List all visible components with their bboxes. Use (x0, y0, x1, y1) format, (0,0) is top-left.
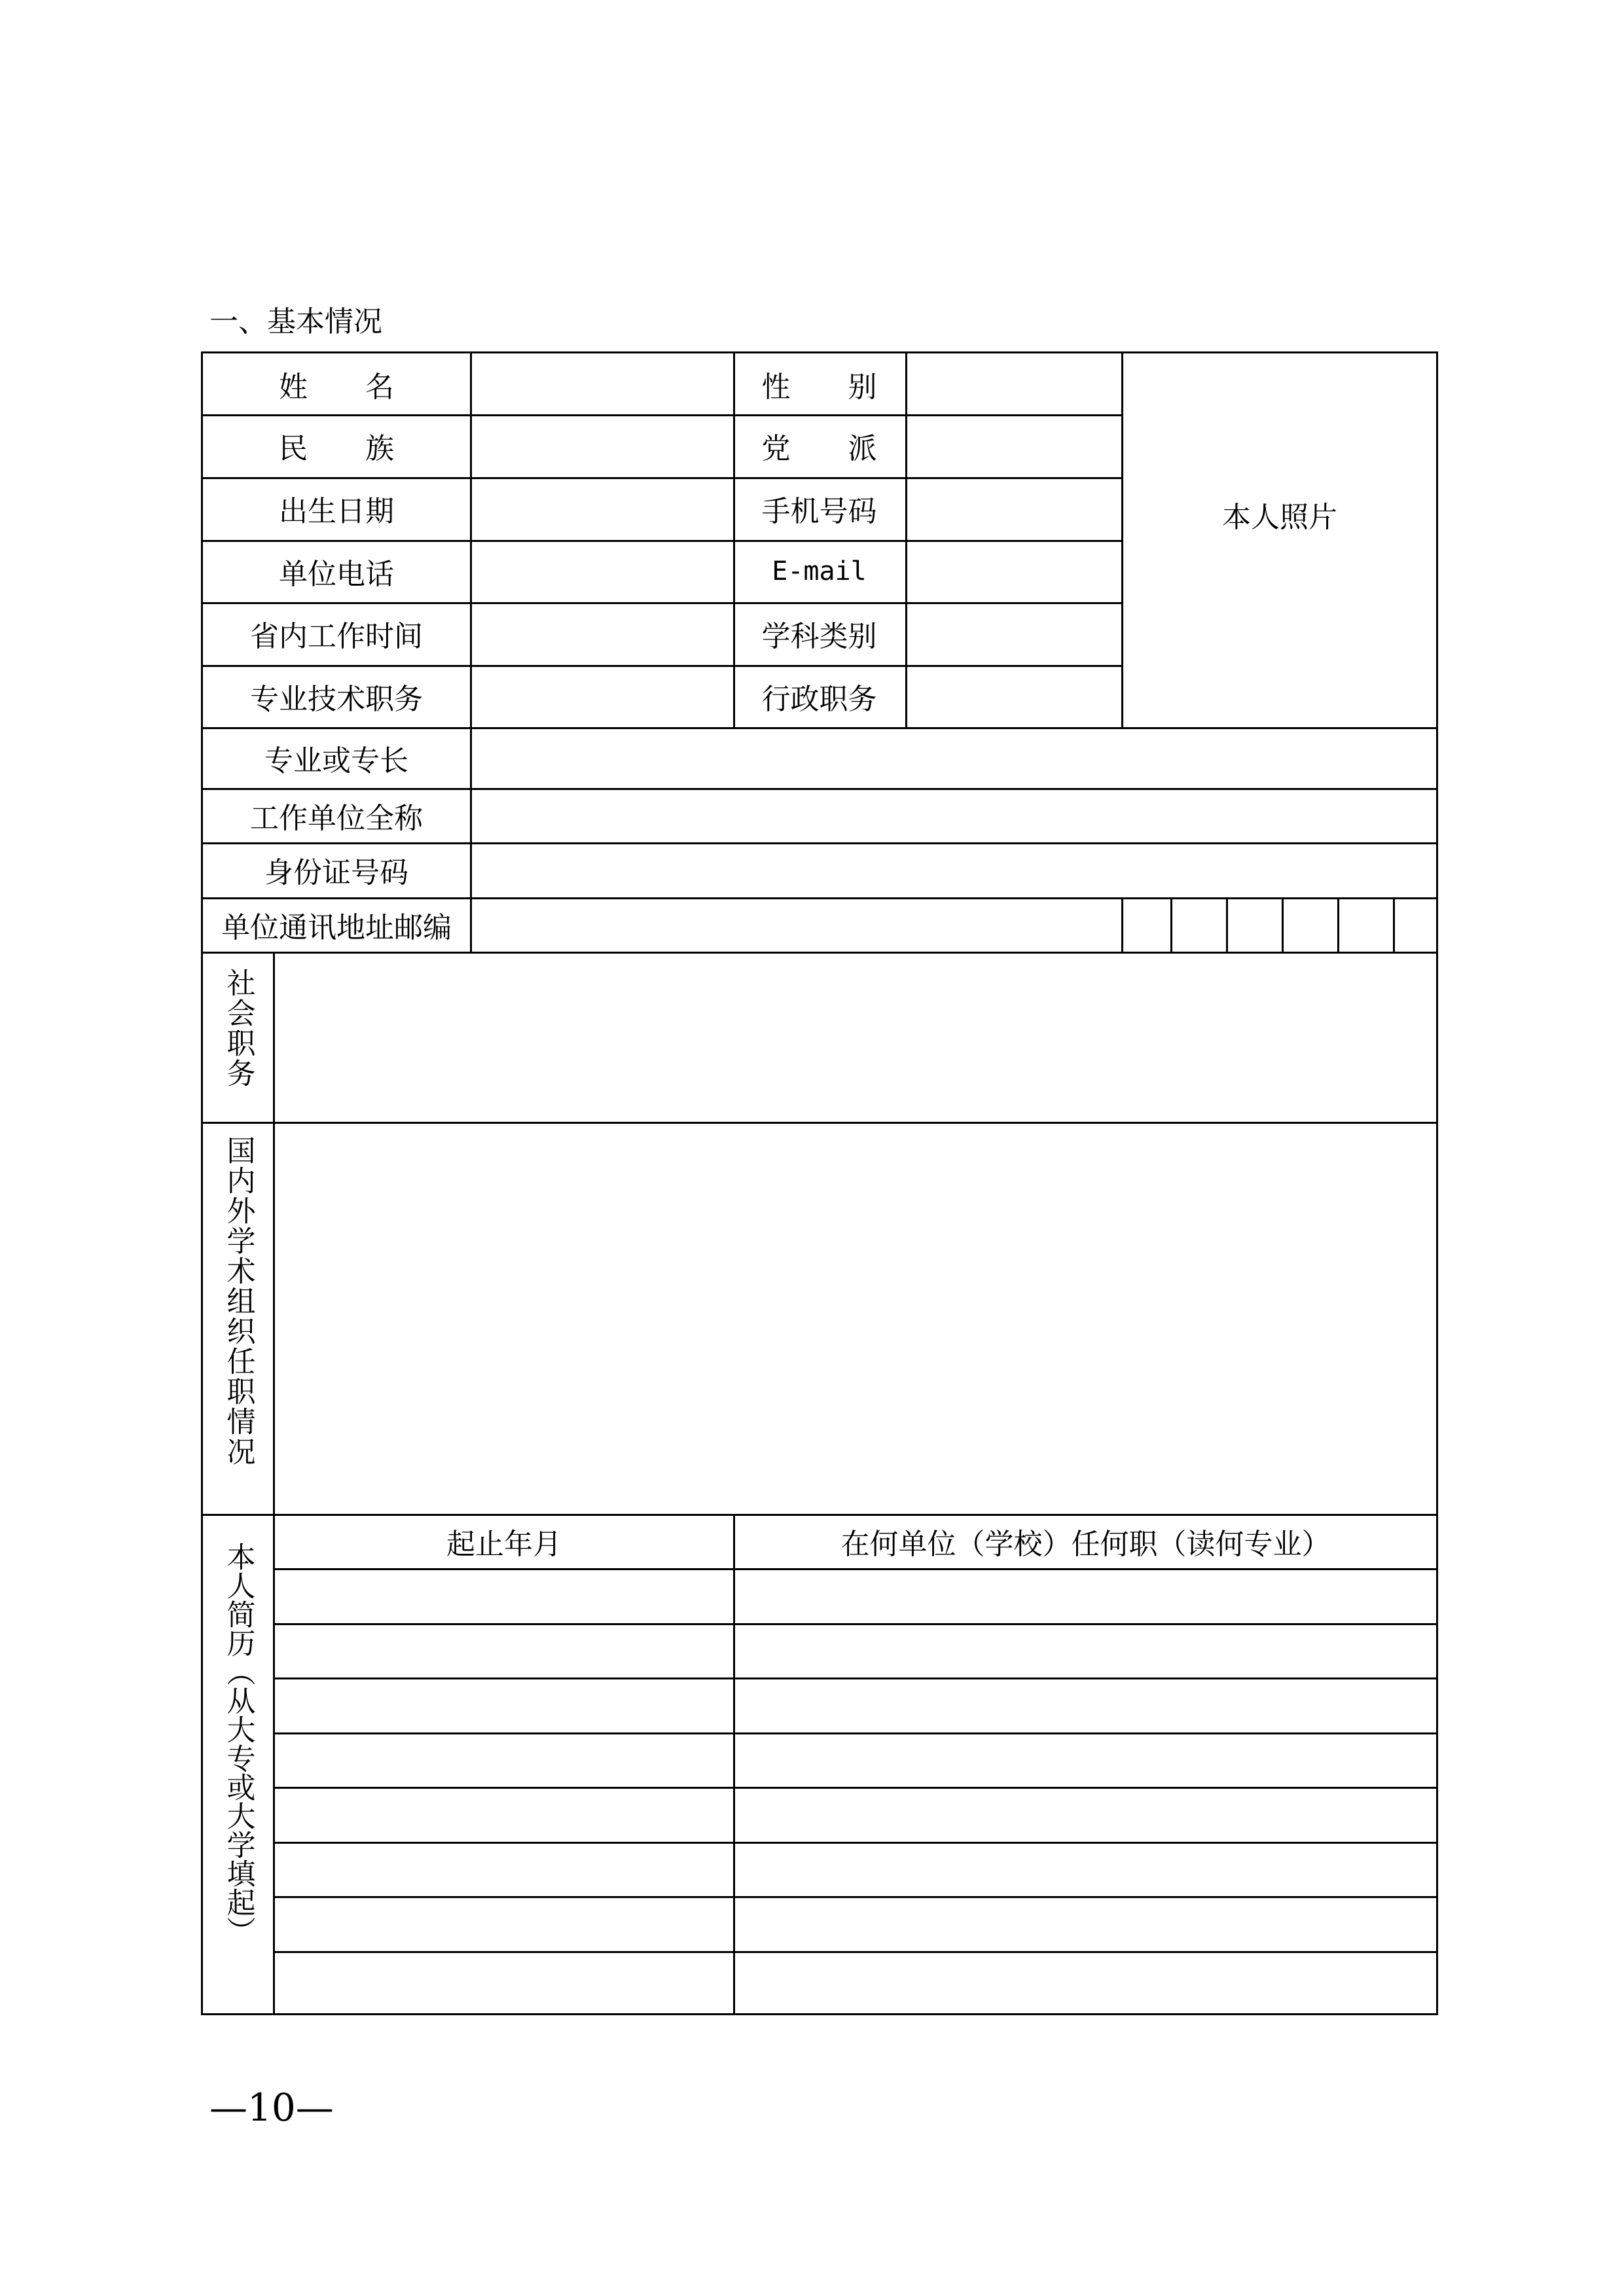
ethnicity-label: 民 族 (279, 432, 394, 465)
email-label: E-mail (772, 556, 867, 586)
address-postcode-label: 单位通讯地址邮编 (221, 910, 452, 944)
office-phone-field[interactable] (472, 542, 733, 602)
postcode-digit-box[interactable] (1123, 899, 1170, 952)
basic-info-form (201, 351, 1438, 2015)
resume-unit-field[interactable] (735, 1625, 1436, 1677)
social-duties-field[interactable] (275, 954, 1436, 1122)
discipline-field[interactable] (907, 604, 1121, 665)
social-duties-label: 社会职务 (221, 968, 255, 1088)
resume-unit-field[interactable] (735, 1844, 1436, 1896)
resume-unit-position-header: 在何单位（学校）任何职（读何专业） (840, 1527, 1331, 1561)
birth-date-field[interactable] (472, 479, 733, 540)
section-title: 一、基本情况 (209, 305, 382, 338)
postcode-digit-box[interactable] (1228, 899, 1282, 952)
name-field[interactable] (472, 353, 733, 414)
postcode-digit-box[interactable] (1172, 899, 1226, 952)
social-duties-label-cell (203, 954, 273, 1122)
photo-placeholder[interactable]: 本人照片 (1222, 500, 1337, 534)
resume-period-field[interactable] (275, 1789, 733, 1842)
discipline-label: 学科类别 (761, 620, 877, 653)
mobile-field[interactable] (907, 479, 1121, 540)
address-field[interactable] (472, 899, 1121, 952)
specialty-field[interactable] (472, 729, 1436, 788)
resume-label: 本人简历（从大专或大学填起） (221, 1542, 255, 1945)
id-number-label: 身份证号码 (264, 856, 408, 889)
gender-field[interactable] (907, 353, 1121, 414)
provincial-work-time-field[interactable] (472, 604, 733, 665)
postcode-digit-box[interactable] (1395, 899, 1436, 952)
postcode-digit-box[interactable] (1284, 899, 1337, 952)
admin-position-field[interactable] (907, 667, 1121, 727)
resume-period-field[interactable] (275, 1844, 733, 1896)
mobile-label: 手机号码 (761, 495, 877, 528)
specialty-label: 专业或专长 (264, 744, 408, 778)
resume-period-header: 起止年月 (446, 1527, 562, 1561)
resume-unit-field[interactable] (735, 1953, 1436, 2013)
page-number: —10— (209, 2085, 334, 2130)
academic-org-field[interactable] (275, 1124, 1436, 1514)
email-field[interactable] (907, 542, 1121, 602)
provincial-work-time-label: 省内工作时间 (250, 620, 423, 653)
academic-org-label-cell (203, 1124, 273, 1514)
id-number-field[interactable] (472, 844, 1436, 897)
resume-period-field[interactable] (275, 1898, 733, 1951)
professional-title-field[interactable] (472, 667, 733, 727)
office-phone-label: 单位电话 (279, 557, 394, 591)
name-label: 姓 名 (279, 370, 394, 404)
resume-period-field[interactable] (275, 1625, 733, 1677)
employer-full-name-label: 工作单位全称 (250, 801, 423, 835)
party-label: 党 派 (761, 432, 877, 465)
birth-date-label: 出生日期 (279, 495, 394, 528)
resume-period-field[interactable] (275, 1679, 733, 1732)
gender-label: 性 别 (761, 370, 877, 404)
academic-org-label: 国内外学术组织任职情况 (221, 1136, 255, 1467)
resume-unit-field[interactable] (735, 1734, 1436, 1787)
resume-unit-field[interactable] (735, 1679, 1436, 1732)
postcode-digit-box[interactable] (1339, 899, 1393, 952)
resume-period-field[interactable] (275, 1570, 733, 1623)
professional-title-label: 专业技术职务 (250, 682, 423, 716)
ethnicity-field[interactable] (472, 416, 733, 477)
resume-unit-field[interactable] (735, 1789, 1436, 1842)
resume-period-field[interactable] (275, 1734, 733, 1787)
admin-position-label: 行政职务 (761, 682, 877, 716)
employer-full-name-field[interactable] (472, 790, 1436, 842)
resume-period-field[interactable] (275, 1953, 733, 2013)
resume-unit-field[interactable] (735, 1898, 1436, 1951)
resume-label-cell (203, 1516, 273, 2013)
party-field[interactable] (907, 416, 1121, 477)
resume-unit-field[interactable] (735, 1570, 1436, 1623)
